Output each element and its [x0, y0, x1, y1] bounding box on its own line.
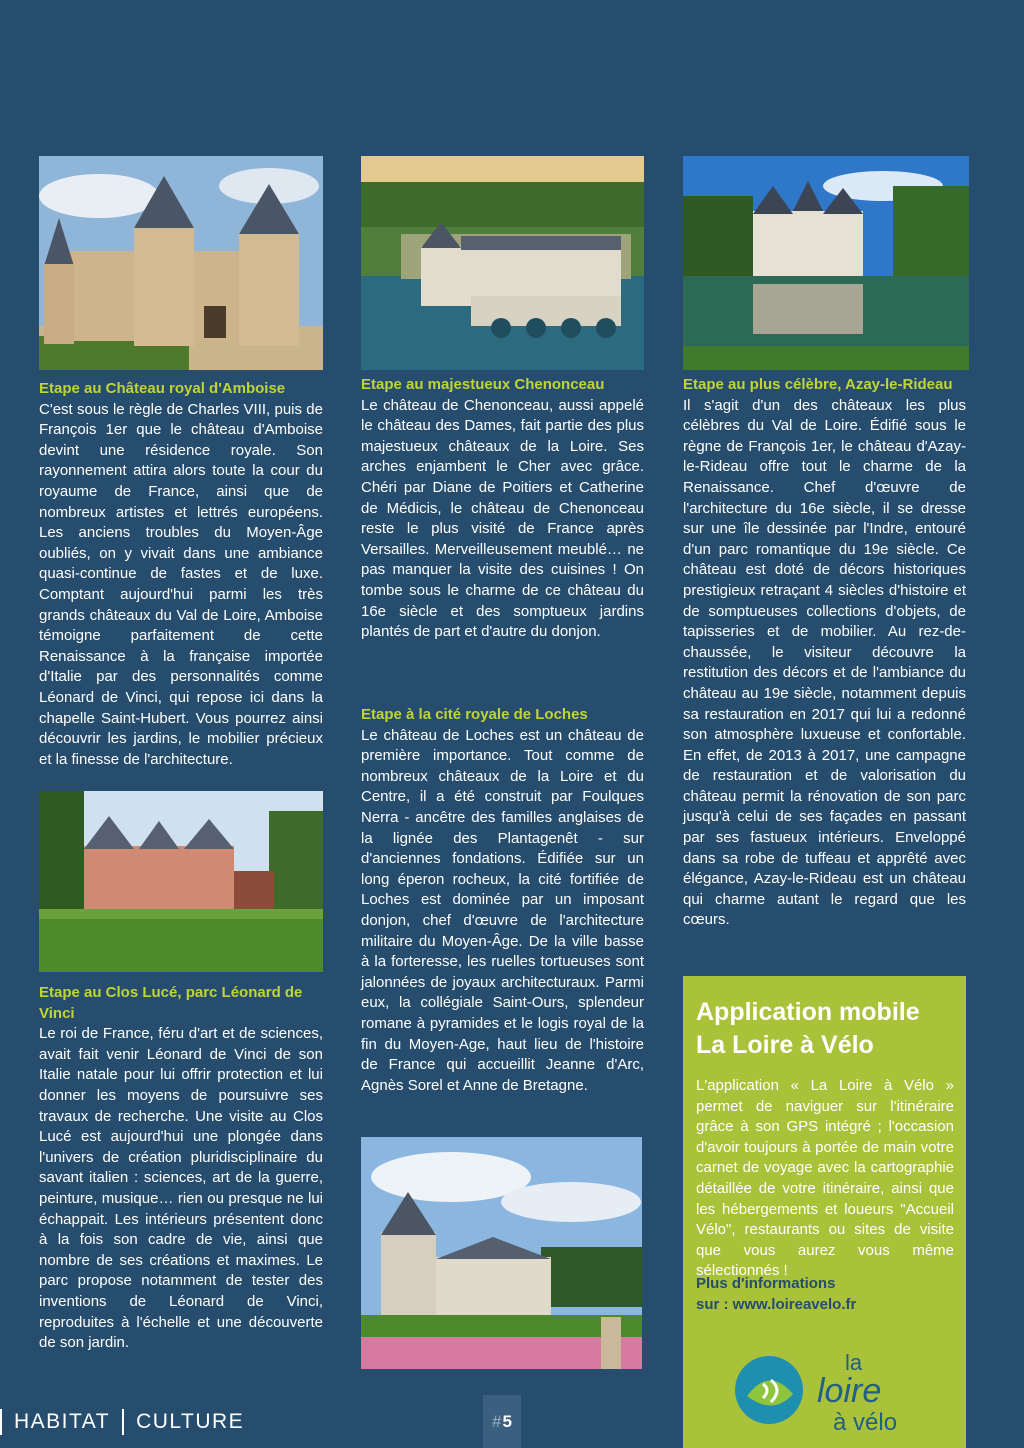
photo-chenonceau-gardens: [361, 1137, 642, 1369]
closluce-heading: Etape au Clos Lucé, parc Léonard de Vinci: [39, 984, 303, 1022]
photo-azay-le-rideau: [683, 156, 969, 370]
photo-chenonceau-aerial: [361, 156, 644, 370]
footer-sections: [0, 1404, 244, 1440]
loches-text: Le château de Loches est un château de première importance. Tout comme de nombreux châteaux de la Loire et du Centre, il a été construit par Foulques Nerra - ancêtre des familles anglaises de la lignée des Plantagenêt - sur d'anciennes fondations. Édifiée sur un long éperon rocheux, la cité fortifiée de Loches est dominée par un imposant donjon, chef d'œuvre de l'architecture militaire du Moyen-Âge. De la ville basse à la forteresse, les ruelles tortueuses sont jalonnées de joyaux architecturaux. Parmi eux, la collégiale Saint-Ours, splendeur romane à pyramides et le logis royal de la fin du Moyen-Age, haut lieu de l'histoire de France qui accueillit Jeanne d'Arc, Agnès Sorel et Anne de Bretagne.: [361, 726, 644, 1094]
app-promo-box: [683, 976, 966, 1448]
photo-clos-luce: [39, 791, 323, 972]
footer-divider: [122, 1409, 124, 1435]
article-amboise: [39, 379, 323, 770]
page-hash: #: [492, 1411, 502, 1431]
svg-text:à vélo: à vélo: [833, 1409, 898, 1436]
loire-a-velo-logo: [733, 1346, 943, 1436]
app-title: [696, 996, 920, 1062]
photo-chateau-amboise: [39, 156, 323, 370]
article-chenonceau: [361, 375, 644, 643]
svg-text:la: la: [845, 1350, 863, 1375]
app-website-link[interactable]: sur : www.loireavelo.fr: [696, 1295, 857, 1313]
page-number: 5: [502, 1411, 512, 1431]
app-description: L'application « La Loire à Vélo » permet de naviguer sur l'itinéraire grâce à son GPS intégré ; l'occasion d'avoir toujours à portée de main votre carnet de voyage avec la cartographie détaillée de votre itinéraire, ainsi que les hébergements et loueurs "Accueil Vélo", restaurants ou sites de visite que vous aurez vous même sélectionnés !: [696, 1077, 954, 1280]
article-clos-luce: [39, 983, 323, 1354]
azay-text: Il s'agit d'un des châteaux les plus célèbres du Val de Loire. Édifié sous le règne de François 1er, le château d'Azay-le-Rideau offre tout le charme de la Renaissance. Chef d'œuvre de l'architecture du 16e siècle, il se dresse sur une île dessinée par l'Indre, entouré d'un parc romantique du 19e siècle. Ce château est doté de décors historiques prestigieux retraçant 4 siècles d'histoire et de somptueuses collections d'objets, de tapisseries et de mobilier. Au rez-de-chaussée, le visiteur découvre la restitution des décors et de l'ambiance du château au 19e siècle, notamment depuis sa restauration en 2017 qui lui a redonné son atmosphère luxueuse et confortable. En effet, de 2013 à 2017, une campagne de restauration et de valorisation du château permit la rénovation de son parc jusqu'à celui de ses façades en passant par ses fastueux intérieurs. Enveloppé dans sa robe de tuffeau et apprêté avec élégance, Azay-le-Rideau est un château qui charme autant le regard que les cœurs.: [683, 396, 966, 929]
amboise-heading: Etape au Château royal d'Amboise: [39, 380, 286, 397]
loches-heading: Etape à la cité royale de Loches: [361, 706, 588, 723]
app-title-line2: La Loire à Vélo: [696, 1031, 874, 1059]
footer-section-culture: CULTURE: [136, 1410, 245, 1433]
article-loches: [361, 705, 644, 1096]
page-number-box: [483, 1395, 521, 1448]
footer-section-habitat: HABITAT: [14, 1410, 111, 1433]
svg-text:loire: loire: [817, 1372, 882, 1410]
chenonceau-heading: Etape au majestueux Chenonceau: [361, 376, 605, 393]
app-more-label: Plus d'informations: [696, 1275, 836, 1292]
app-title-line1: Application mobile: [696, 998, 920, 1026]
amboise-text: C'est sous le règle de Charles VIII, puis de François 1er que le château d'Amboise devint une résidence royale. Son rayonnement attira alors toute la cour du royaume de France, ainsi que de nombreux artistes et lettrés européens. Les anciens troubles du Moyen-Âge oubliés, on y vivait dans une ambiance quasi-continue de fastes et de luxe. Comptant aujourd'hui parmi les très grands châteaux du Val de Loire, Amboise témoigne parfaitement de cette Renaissance à la française importée d'Italie par des personnalités comme Léonard de Vinci, qui repose ici dans la chapelle Saint-Hubert. Vous pourrez ainsi découvrir les jardins, le mobilier précieux et la finesse de l'architecture.: [39, 400, 323, 768]
article-azay: [683, 375, 966, 931]
chenonceau-text: Le château de Chenonceau, aussi appelé le château des Dames, fait partie des plus majestueux châteaux de la Loire. Ses arches enjambent le Cher avec grâce. Chéri par Diane de Poitiers et Catherine de Médicis, le château de Chenonceau reste le plus visité de France après Versailles. Merveilleusement meublé… ne pas manquer la visite des cuisines ! On tombe sous le charme de ce château du 16e siècle et des somptueux jardins plantés de part et d'autre du donjon.: [361, 396, 644, 641]
closluce-text: Le roi de France, féru d'art et de sciences, avait fait venir Léonard de Vinci de son Italie natale pour lui offrir protection et lui donner les moyens de poursuivre ses travaux de recherche. Une visite au Clos Lucé est aujourd'hui une plongée dans l'univers de création pluridisciplinaire du savant italien : sciences, art de la guerre, peinture, musique… rien ou presque ne lui échappait. Les intérieurs présentent donc à la fois son cadre de vie, ainsi que nombre de ses créations et maximes. Le parc propose notamment de tester des inventions de Léonard de Vinci, reproduites à l'échelle et une découverte de son jardin.: [39, 1025, 323, 1352]
footer-divider: [0, 1409, 2, 1435]
azay-heading: Etape au plus célèbre, Azay-le-Rideau: [683, 376, 953, 393]
app-more-info: [696, 1274, 954, 1315]
